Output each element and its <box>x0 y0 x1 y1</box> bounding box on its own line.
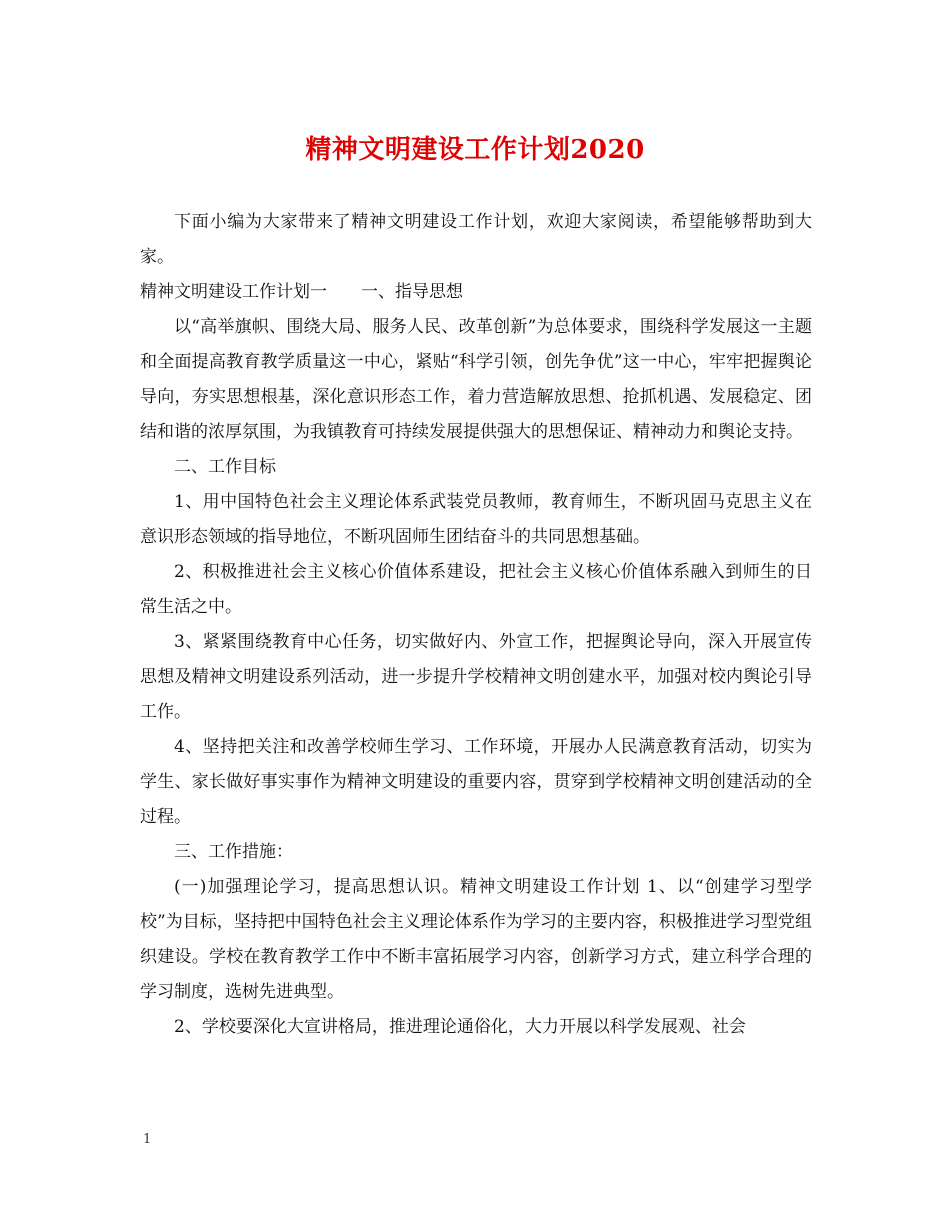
document-title: 精神文明建设工作计划2020 <box>305 135 645 165</box>
paragraph-work-goals-heading: 二、工作目标 <box>174 457 276 477</box>
paragraph-measures-heading: 三、工作措施： <box>174 842 293 862</box>
paragraph-intro: 下面小编为大家带来了精神文明建设工作计划，欢迎大家阅读，希望能够帮助到大家。 <box>140 212 812 267</box>
paragraph-goal-1: 1、用中国特色社会主义理论体系武装党员教师，教育师生，不断巩固马克思主义在意识形态领域的指导地位，不断巩固师生团结奋斗的共同思想基础。 <box>140 492 812 547</box>
page-number: 1 <box>143 1132 152 1147</box>
paragraph-measure-1: (一)加强理论学习，提高思想认识。精神文明建设工作计划 1、以“创建学习型学校”为目标，坚持把中国特色社会主义理论体系作为学习的主要内容，积极推进学习型党组织建设。学校在教育教学工作中不断丰富拓展学习内容，创新学习方式，建立科学合理的学习制度，选树先进典型。 <box>140 877 812 1002</box>
paragraph-plan-heading: 精神文明建设工作计划一 一、指导思想 <box>140 282 463 302</box>
paragraph-measure-2: 2、学校要深化大宣讲格局，推进理论通俗化，大力开展以科学发展观、社会 <box>174 1017 746 1037</box>
paragraph-goal-2: 2、积极推进社会主义核心价值体系建设，把社会主义核心价值体系融入到师生的日常生活之中。 <box>140 562 812 617</box>
paragraph-guiding-thought: 以“高举旗帜、围绕大局、服务人民、改革创新”为总体要求，围绕科学发展这一主题和全面提高教育教学质量这一中心，紧贴“科学引领，创先争优”这一中心，牢牢把握舆论导向，夯实思想根基，深化意识形态工作，着力营造解放思想、抢抓机遇、发展稳定、团结和谐的浓厚氛围，为我镇教育可持续发展提供强大的思想保证、精神动力和舆论支持。 <box>140 317 812 442</box>
paragraph-goal-3: 3、紧紧围绕教育中心任务，切实做好内、外宣工作，把握舆论导向，深入开展宣传思想及精神文明建设系列活动，进一步提升学校精神文明创建水平，加强对校内舆论引导工作。 <box>140 632 812 722</box>
document-body <box>140 205 812 1045</box>
paragraph-goal-4: 4、坚持把关注和改善学校师生学习、工作环境，开展办人民满意教育活动，切实为学生、家长做好事实事作为精神文明建设的重要内容，贯穿到学校精神文明创建活动的全过程。 <box>140 737 812 827</box>
